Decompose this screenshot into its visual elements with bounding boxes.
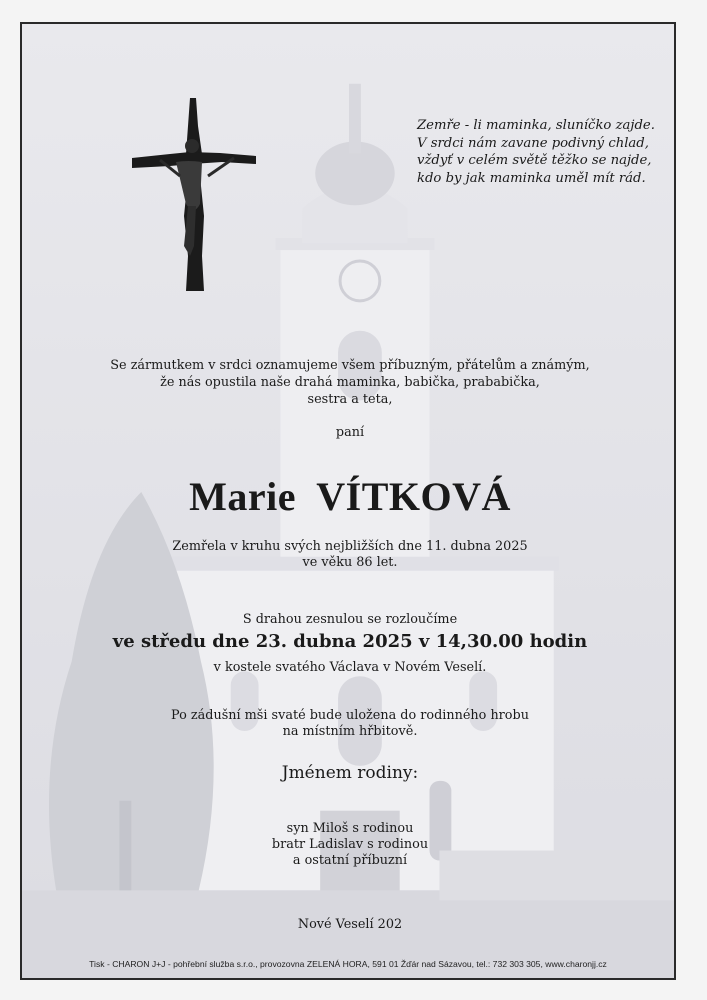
family-heading: Jménem rodiny: (281, 763, 419, 783)
family-members (22, 821, 676, 869)
deceased-name: Marie VÍTKOVÁ (189, 474, 511, 519)
poem (417, 117, 667, 187)
poem-line: Zemře - li maminka, sluníčko zajde. (417, 118, 655, 133)
family-member: syn Miloš s rodinou (286, 821, 414, 836)
farewell-date: ve středu dne 23. dubna 2025 v 14,30.00 hodin (112, 631, 588, 652)
poem-line: vždyť v celém světě těžko se najde, (417, 153, 652, 168)
family-member: a ostatní příbuzní (292, 853, 408, 868)
announcement-line: Se zármutkem v srdci oznamujeme všem příbuzným, přátelům a známým, (110, 358, 590, 373)
death-info (22, 539, 676, 571)
burial-line: Po zádušní mši svaté bude uložena do rodinného hrobu (171, 708, 529, 723)
printer-footer: Tisk - CHARON J+J - pohřební služba s.r.o., provozovna ZELENÁ HORA, 591 01 Žďár nad Sázavou, tel.: 732 303 305, www.charonjj.cz (89, 959, 607, 969)
poem-line: kdo by jak maminka uměl mít rád. (417, 170, 646, 186)
family-member: bratr Ladislav s rodinou (271, 837, 429, 852)
death-info-line: Zemřela v kruhu svých nejbližších dne 11. dubna 2025 (172, 539, 528, 554)
farewell-intro: S drahou zesnulou se rozloučíme (242, 612, 458, 627)
death-info-line: ve věku 86 let. (302, 555, 398, 570)
salutation: paní (335, 425, 365, 440)
announcement-line: že nás opustila naše drahá maminka, babička, prababička, (160, 375, 540, 390)
announcement-line: sestra a teta, (307, 392, 393, 407)
crucifix-icon (130, 96, 258, 296)
announcement (22, 357, 676, 408)
burial-info (22, 708, 676, 740)
parte-sheet (20, 22, 676, 980)
burial-line: na místním hřbitově. (282, 724, 418, 739)
farewell-place: v kostele svatého Václava v Novém Veselí. (213, 660, 487, 675)
poem-line: V srdci nám zavane podivný chlad, (417, 135, 649, 151)
address: Nové Veselí 202 (297, 917, 403, 932)
